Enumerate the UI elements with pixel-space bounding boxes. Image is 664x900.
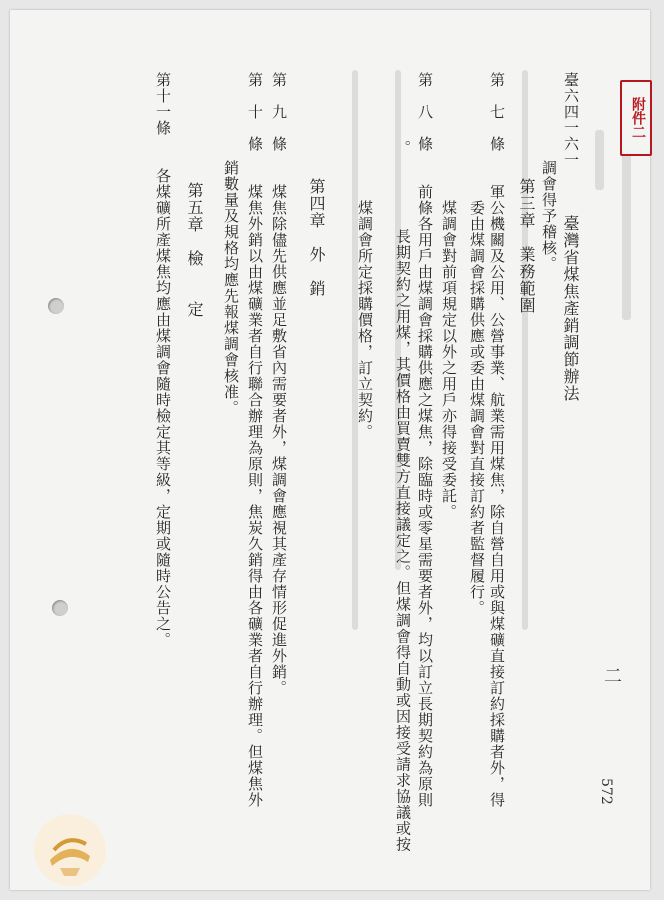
chapter-heading: 第四章 外 銷 — [307, 178, 326, 297]
text-column: 第十一條 各煤礦所產煤焦均應由煤調會隨時檢定其等級，定期或隨時公告之。 — [154, 72, 172, 648]
punch-hole — [52, 600, 68, 616]
bleed-through-mark — [522, 70, 528, 630]
text-column: 第 十 條 煤焦外銷以由煤礦業者自行聯合辦理為原則，焦炭久銷得由各礦業者自行辦理。但煤焦外 — [246, 72, 264, 808]
attachment-stamp: 附件二 — [620, 80, 652, 156]
text-column: 煤調會對前項規定以外之用戶亦得接受委託。 — [440, 200, 458, 520]
text-column: 委由煤調會採購供應或委由煤調會對直接訂約者監督履行。 — [468, 200, 486, 616]
page-kanji: 二 — [601, 666, 622, 684]
chapter-heading: 第五章 檢 定 — [185, 182, 204, 318]
text-column: 煤調會所定採購價格，訂立契約。 — [356, 200, 374, 440]
text-column: 。 長期契約之用煤，其價格由買賣雙方直接議定之。但煤調會得自動或因接受請求協議或按 — [394, 140, 412, 853]
punch-hole — [48, 298, 64, 314]
text-column: 第 九 條 煤焦除儘先供應並足敷省內需要者外，煤調會應視其產存情形促進外銷。 — [270, 72, 288, 696]
text-column: 第 八 條 前條各用戶由煤調會採購供應之煤焦，除臨時或零星需要者外，均以訂立長期契約為原則 — [416, 72, 434, 808]
text-column: 調會得予稽核。 — [540, 160, 558, 272]
text-column: 第 七 條 軍公機關及公用、公營事業、航業需用煤焦，除自營自用或與煤礦直接訂約採購者外，得 — [488, 72, 506, 808]
bleed-through-mark — [595, 130, 604, 190]
document-page — [10, 10, 650, 890]
page-number: 572 — [598, 778, 614, 805]
document-number: 臺六四一六一 — [562, 72, 580, 168]
text-column: 銷數量及規格均應先報煤調會核准。 — [222, 160, 240, 416]
chapter-heading: 第三章 業務範圍 — [517, 178, 536, 314]
archive-logo-icon — [30, 810, 110, 890]
document-title: 臺灣省煤焦產銷調節辦法 — [561, 215, 580, 402]
